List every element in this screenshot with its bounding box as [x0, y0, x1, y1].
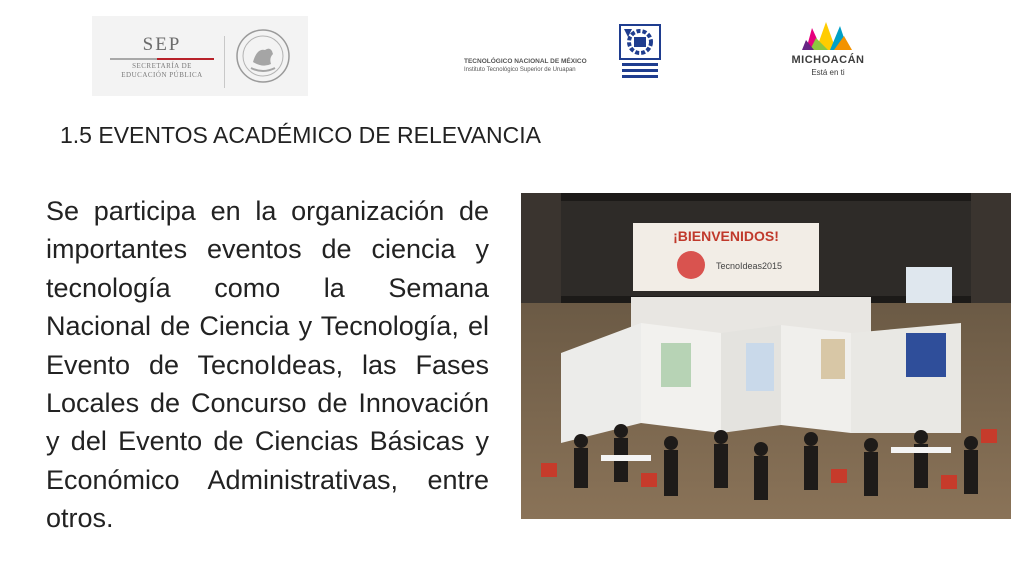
body-paragraph: Se participa en la organización de importantes eventos de ciencia y tecnología como la Semana Nacional de Ciencia y Tecnología, el Evento de TecnoIdeas, las Fases Locales de Concurso de Innovación y del Evento de Ciencias Básicas y Económico Administrativas, entre otros. — [46, 196, 489, 534]
mexico-seal-icon — [235, 28, 291, 84]
sep-wordmark — [106, 34, 218, 80]
sep-line1: SECRETARÍA DE — [132, 62, 192, 70]
event-photo — [521, 193, 1011, 519]
michoacan-title: MICHOACÁN — [791, 54, 865, 66]
sep-rule — [110, 58, 214, 60]
sep-divider — [224, 36, 225, 88]
banner-subtext: TecnoIdeas2015 — [715, 261, 783, 271]
tec-wordmark — [464, 57, 590, 75]
tec-line1: TECNOLÓGICO NACIONAL DE MÉXICO — [464, 58, 587, 65]
tec-line2: Instituto Tecnológico Superior de Uruapan — [464, 67, 576, 73]
banner-text: ¡BIENVENIDOS! — [673, 228, 779, 244]
sep-logo — [92, 16, 308, 96]
michoacan-logo — [786, 20, 870, 80]
sep-abbr: SEP — [142, 34, 182, 55]
michoacan-crown-icon — [786, 20, 870, 54]
michoacan-subtitle: Está en ti — [811, 68, 845, 77]
slide-title: 1.5 EVENTOS ACADÉMICO DE RELEVANCIA — [60, 122, 542, 148]
itsu-logo-icon — [618, 23, 662, 81]
sep-line2: EDUCACIÓN PÚBLICA — [121, 71, 203, 79]
